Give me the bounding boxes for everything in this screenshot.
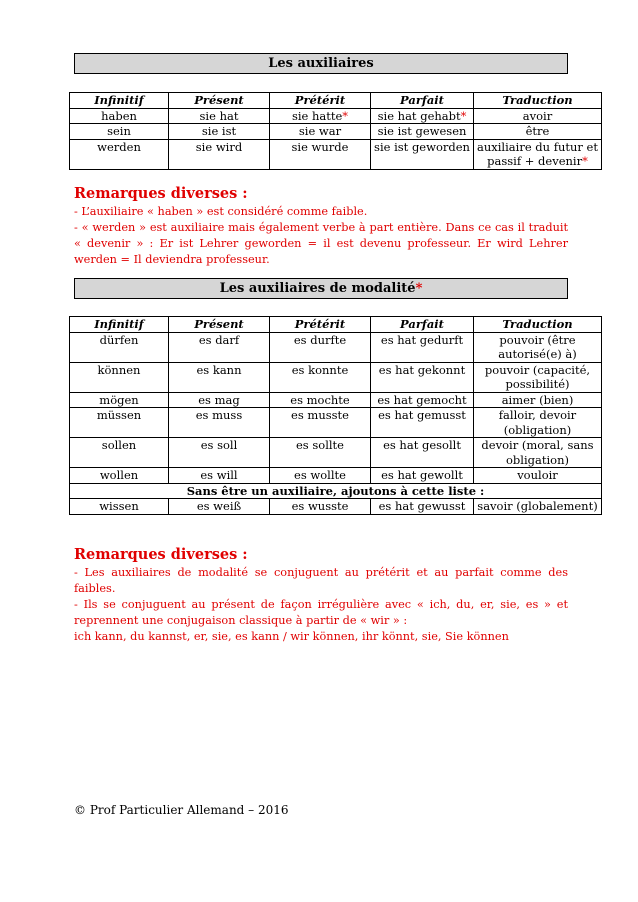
cell-infinitif: wollen: [70, 468, 169, 484]
cell-preterit: es wollte: [270, 468, 371, 484]
table-row: [70, 499, 602, 515]
cell-present: es mag: [169, 392, 270, 408]
remark-line: - « werden » est auxiliaire mais également verbe à part entière. Dans ce cas il traduit « devenir » : Er ist Lehrer geworden = il est devenu professeur. Er wird Lehrer werden = Il deviendra professeur.: [74, 221, 568, 266]
cell-parfait: es hat gewollt: [371, 468, 474, 484]
cell-present: es soll: [169, 438, 270, 468]
table-header-row: [70, 317, 602, 333]
cell-present: es darf: [169, 332, 270, 362]
asterisk-mark: *: [415, 281, 423, 296]
header-preterit: Prétérit: [270, 93, 371, 109]
cell-parfait: sie hat gehabt*: [371, 108, 474, 124]
cell-present: es will: [169, 468, 270, 484]
cell-preterit: es sollte: [270, 438, 371, 468]
header-traduction: Traduction: [474, 93, 602, 109]
remarks-heading: Remarques diverses :: [74, 546, 248, 563]
cell-traduction: avoir: [474, 108, 602, 124]
cell-present: sie wird: [169, 139, 270, 169]
table-row: [70, 124, 602, 140]
cell-parfait: es hat gewusst: [371, 499, 474, 515]
header-preterit: Prétérit: [270, 317, 371, 333]
cell-parfait: es hat gekonnt: [371, 362, 474, 392]
asterisk-mark: *: [342, 108, 349, 123]
cell-infinitif: wissen: [70, 499, 169, 515]
cell-infinitif: sollen: [70, 438, 169, 468]
section-title-modalite: [74, 278, 568, 299]
table-row: [70, 408, 602, 438]
cell-present: es kann: [169, 362, 270, 392]
cell-present: sie ist: [169, 124, 270, 140]
cell-infinitif: müssen: [70, 408, 169, 438]
table-row: [70, 438, 602, 468]
cell-parfait: es hat gedurft: [371, 332, 474, 362]
cell-preterit: es mochte: [270, 392, 371, 408]
cell-traduction: vouloir: [474, 468, 602, 484]
remark-line: - Les auxiliaires de modalité se conjuguent au prétérit et au parfait comme des faibles.: [74, 566, 568, 595]
cell-traduction: savoir (globalement): [474, 499, 602, 515]
cell-infinitif: haben: [70, 108, 169, 124]
table-row: [70, 362, 602, 392]
cell-traduction: devoir (moral, sans obligation): [474, 438, 602, 468]
table-row: [70, 139, 602, 169]
cell-parfait: sie ist geworden: [371, 139, 474, 169]
cell-infinitif: werden: [70, 139, 169, 169]
cell-parfait: sie ist gewesen: [371, 124, 474, 140]
section-title-auxiliaires: [74, 53, 568, 74]
cell-traduction: aimer (bien): [474, 392, 602, 408]
table-span-row: [70, 483, 602, 499]
cell-infinitif: können: [70, 362, 169, 392]
footer-copyright: © Prof Particulier Allemand – 2016: [74, 803, 289, 817]
asterisk-mark: *: [460, 108, 467, 123]
remarks-section-1: [74, 185, 568, 268]
span-note: Sans être un auxiliaire, ajoutons à cette liste :: [70, 483, 602, 499]
remark-line: - L’auxiliaire « haben » est considéré comme faible.: [74, 205, 368, 218]
cell-preterit: es durfte: [270, 332, 371, 362]
header-present: Présent: [169, 317, 270, 333]
remark-line: ich kann, du kannst, er, sie, es kann / wir können, ihr könnt, sie, Sie können: [74, 630, 509, 643]
cell-parfait: es hat gemusst: [371, 408, 474, 438]
header-parfait: Parfait: [371, 93, 474, 109]
cell-traduction: falloir, devoir (obligation): [474, 408, 602, 438]
table-row: [70, 332, 602, 362]
cell-preterit: sie hatte*: [270, 108, 371, 124]
cell-preterit: es musste: [270, 408, 371, 438]
cell-traduction: pouvoir (capacité, possibilité): [474, 362, 602, 392]
asterisk-mark: *: [582, 154, 588, 168]
table-auxiliaires: [69, 92, 602, 170]
table-modalite: [69, 316, 602, 515]
cell-present: sie hat: [169, 108, 270, 124]
cell-preterit: sie war: [270, 124, 371, 140]
header-parfait: Parfait: [371, 317, 474, 333]
remarks-section-2: [74, 546, 568, 645]
table-header-row: [70, 93, 602, 109]
cell-parfait: es hat gesollt: [371, 438, 474, 468]
cell-traduction: pouvoir (être autorisé(e) à): [474, 332, 602, 362]
cell-infinitif: dürfen: [70, 332, 169, 362]
table-row: [70, 108, 602, 124]
header-traduction: Traduction: [474, 317, 602, 333]
cell-present: es weiß: [169, 499, 270, 515]
cell-present: es muss: [169, 408, 270, 438]
cell-traduction: être: [474, 124, 602, 140]
remark-line: - Ils se conjuguent au présent de façon irrégulière avec « ich, du, er, sie, es » et reprennent une conjugaison classique à partir de « wir » :: [74, 598, 568, 627]
table-row: [70, 392, 602, 408]
remarks-heading: Remarques diverses :: [74, 185, 248, 202]
table-row: [70, 468, 602, 484]
cell-preterit: es konnte: [270, 362, 371, 392]
header-infinitif: Infinitif: [70, 317, 169, 333]
cell-parfait: es hat gemocht: [371, 392, 474, 408]
cell-preterit: sie wurde: [270, 139, 371, 169]
cell-traduction: auxiliaire du futur et passif + devenir*: [474, 139, 602, 169]
cell-preterit: es wusste: [270, 499, 371, 515]
header-present: Présent: [169, 93, 270, 109]
cell-infinitif: mögen: [70, 392, 169, 408]
header-infinitif: Infinitif: [70, 93, 169, 109]
cell-infinitif: sein: [70, 124, 169, 140]
section-title-text: Les auxiliaires de modalité: [219, 281, 416, 296]
section-title-text: Les auxiliaires: [268, 56, 374, 71]
